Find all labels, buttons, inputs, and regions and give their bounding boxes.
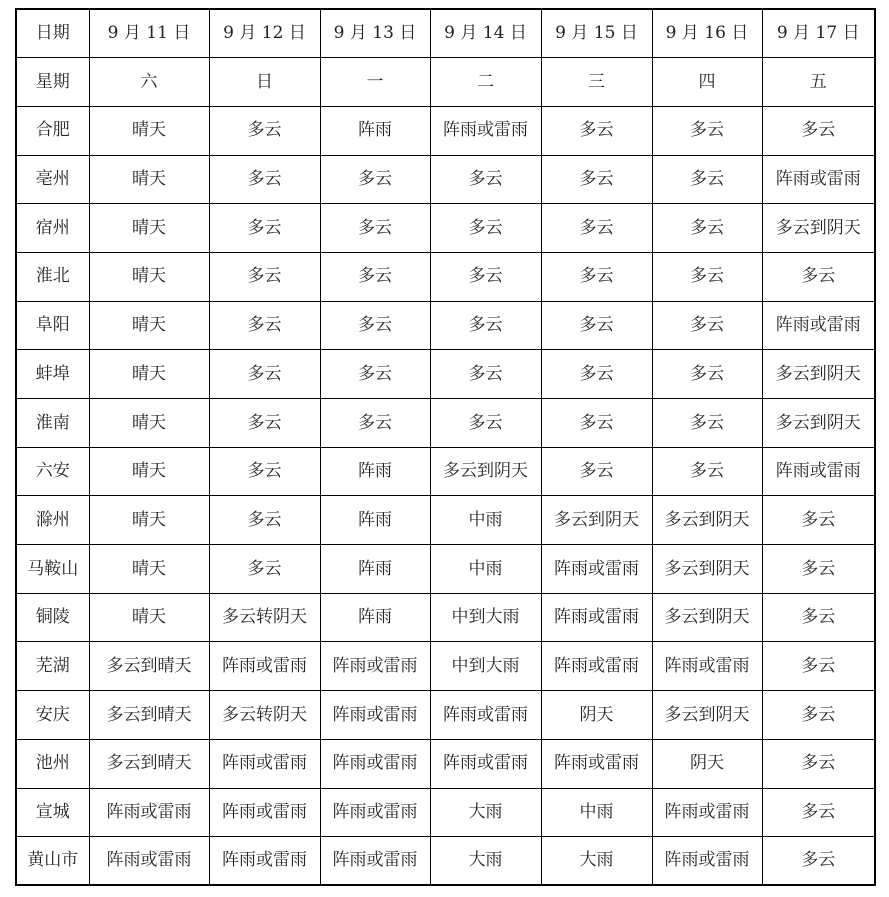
forecast-cell: 多云到阴天 xyxy=(652,593,762,642)
forecast-cell: 阵雨 xyxy=(320,106,430,155)
forecast-cell: 阵雨或雷雨 xyxy=(541,593,652,642)
weekday-cell: 日 xyxy=(209,58,320,107)
weekday-header-row xyxy=(16,58,875,107)
forecast-cell: 阵雨或雷雨 xyxy=(320,691,430,740)
weekday-cell: 二 xyxy=(430,58,541,107)
forecast-cell: 多云 xyxy=(652,155,762,204)
forecast-cell: 晴天 xyxy=(89,106,209,155)
forecast-cell: 多云到晴天 xyxy=(89,739,209,788)
forecast-cell: 阴天 xyxy=(652,739,762,788)
forecast-cell: 多云 xyxy=(320,301,430,350)
date-cell: 9 月 15 日 xyxy=(541,9,652,58)
forecast-cell: 多云 xyxy=(541,252,652,301)
city-name-cell: 黄山市 xyxy=(16,837,89,886)
forecast-cell: 多云 xyxy=(762,837,875,886)
forecast-cell: 阵雨 xyxy=(320,496,430,545)
date-cell: 9 月 13 日 xyxy=(320,9,430,58)
city-row xyxy=(16,496,875,545)
forecast-cell: 阵雨或雷雨 xyxy=(209,837,320,886)
forecast-cell: 阵雨或雷雨 xyxy=(541,642,652,691)
forecast-cell: 中雨 xyxy=(541,788,652,837)
forecast-cell: 多云 xyxy=(762,691,875,740)
forecast-cell: 多云 xyxy=(320,252,430,301)
forecast-cell: 晴天 xyxy=(89,155,209,204)
forecast-cell: 多云到阴天 xyxy=(762,204,875,253)
forecast-cell: 多云 xyxy=(652,350,762,399)
forecast-cell: 多云 xyxy=(430,399,541,448)
forecast-cell: 阵雨或雷雨 xyxy=(209,739,320,788)
forecast-cell: 多云 xyxy=(320,204,430,253)
forecast-cell: 阵雨 xyxy=(320,447,430,496)
forecast-cell: 多云 xyxy=(762,593,875,642)
forecast-cell: 阵雨或雷雨 xyxy=(430,691,541,740)
forecast-cell: 多云 xyxy=(541,204,652,253)
forecast-cell: 多云 xyxy=(430,204,541,253)
date-header-row xyxy=(16,9,875,58)
forecast-cell: 多云转阴天 xyxy=(209,593,320,642)
forecast-cell: 阵雨或雷雨 xyxy=(762,447,875,496)
forecast-cell: 中雨 xyxy=(430,545,541,594)
forecast-cell: 多云 xyxy=(541,301,652,350)
forecast-cell: 多云 xyxy=(541,106,652,155)
forecast-cell: 中到大雨 xyxy=(430,642,541,691)
forecast-cell: 多云 xyxy=(762,788,875,837)
forecast-cell: 多云 xyxy=(652,252,762,301)
forecast-cell: 多云 xyxy=(209,106,320,155)
forecast-cell: 阴天 xyxy=(541,691,652,740)
forecast-cell: 阵雨或雷雨 xyxy=(320,642,430,691)
forecast-cell: 晴天 xyxy=(89,447,209,496)
forecast-cell: 大雨 xyxy=(541,837,652,886)
forecast-cell: 多云转阴天 xyxy=(209,691,320,740)
forecast-cell: 多云到阴天 xyxy=(652,691,762,740)
forecast-cell: 阵雨或雷雨 xyxy=(652,837,762,886)
date-cell: 9 月 12 日 xyxy=(209,9,320,58)
forecast-cell: 多云 xyxy=(209,204,320,253)
forecast-cell: 多云 xyxy=(652,447,762,496)
city-row xyxy=(16,252,875,301)
forecast-cell: 阵雨或雷雨 xyxy=(430,106,541,155)
city-name-cell: 铜陵 xyxy=(16,593,89,642)
forecast-cell: 多云 xyxy=(541,399,652,448)
city-row xyxy=(16,106,875,155)
forecast-cell: 晴天 xyxy=(89,252,209,301)
city-name-cell: 宿州 xyxy=(16,204,89,253)
forecast-table-body xyxy=(16,9,875,885)
city-name-cell: 亳州 xyxy=(16,155,89,204)
forecast-cell: 多云 xyxy=(430,155,541,204)
city-name-cell: 蚌埠 xyxy=(16,350,89,399)
forecast-cell: 多云到晴天 xyxy=(89,642,209,691)
forecast-cell: 多云 xyxy=(762,545,875,594)
city-row xyxy=(16,301,875,350)
forecast-cell: 阵雨或雷雨 xyxy=(209,788,320,837)
forecast-cell: 晴天 xyxy=(89,301,209,350)
forecast-cell: 阵雨或雷雨 xyxy=(320,739,430,788)
forecast-cell: 多云 xyxy=(209,399,320,448)
forecast-cell: 多云 xyxy=(209,350,320,399)
forecast-cell: 阵雨或雷雨 xyxy=(541,545,652,594)
forecast-cell: 晴天 xyxy=(89,593,209,642)
forecast-cell: 多云 xyxy=(762,252,875,301)
city-row xyxy=(16,545,875,594)
forecast-cell: 晴天 xyxy=(89,399,209,448)
forecast-cell: 阵雨或雷雨 xyxy=(430,739,541,788)
city-row xyxy=(16,788,875,837)
forecast-cell: 阵雨 xyxy=(320,545,430,594)
city-name-cell: 滁州 xyxy=(16,496,89,545)
city-row xyxy=(16,350,875,399)
forecast-cell: 阵雨或雷雨 xyxy=(89,788,209,837)
forecast-cell: 多云 xyxy=(541,155,652,204)
forecast-cell: 阵雨或雷雨 xyxy=(652,788,762,837)
forecast-cell: 阵雨或雷雨 xyxy=(762,301,875,350)
forecast-cell: 多云到阴天 xyxy=(652,496,762,545)
city-row xyxy=(16,593,875,642)
forecast-cell: 中到大雨 xyxy=(430,593,541,642)
weekday-cell: 一 xyxy=(320,58,430,107)
city-name-cell: 淮南 xyxy=(16,399,89,448)
forecast-cell: 多云到阴天 xyxy=(430,447,541,496)
city-row xyxy=(16,447,875,496)
date-header-label: 日期 xyxy=(16,9,89,58)
forecast-cell: 阵雨或雷雨 xyxy=(320,788,430,837)
forecast-cell: 中雨 xyxy=(430,496,541,545)
forecast-cell: 多云 xyxy=(209,545,320,594)
forecast-cell: 多云 xyxy=(209,496,320,545)
forecast-cell: 多云 xyxy=(320,155,430,204)
city-name-cell: 芜湖 xyxy=(16,642,89,691)
forecast-cell: 阵雨或雷雨 xyxy=(209,642,320,691)
city-row xyxy=(16,691,875,740)
date-cell: 9 月 17 日 xyxy=(762,9,875,58)
forecast-cell: 阵雨或雷雨 xyxy=(541,739,652,788)
forecast-cell: 多云 xyxy=(762,106,875,155)
forecast-cell: 多云到晴天 xyxy=(89,691,209,740)
forecast-cell: 多云到阴天 xyxy=(652,545,762,594)
weekday-cell: 五 xyxy=(762,58,875,107)
city-name-cell: 合肥 xyxy=(16,106,89,155)
weekday-header-label: 星期 xyxy=(16,58,89,107)
forecast-cell: 多云 xyxy=(541,350,652,399)
city-name-cell: 池州 xyxy=(16,739,89,788)
city-row xyxy=(16,837,875,886)
forecast-cell: 多云 xyxy=(430,350,541,399)
city-row xyxy=(16,155,875,204)
forecast-cell: 晴天 xyxy=(89,204,209,253)
city-row xyxy=(16,399,875,448)
city-name-cell: 马鞍山 xyxy=(16,545,89,594)
weather-forecast-table xyxy=(15,8,876,886)
forecast-cell: 多云 xyxy=(430,252,541,301)
weekday-cell: 六 xyxy=(89,58,209,107)
forecast-cell: 多云 xyxy=(652,301,762,350)
date-cell: 9 月 16 日 xyxy=(652,9,762,58)
forecast-cell: 多云 xyxy=(762,642,875,691)
forecast-cell: 多云 xyxy=(652,204,762,253)
forecast-cell: 多云 xyxy=(652,399,762,448)
forecast-cell: 晴天 xyxy=(89,350,209,399)
forecast-cell: 多云到阴天 xyxy=(762,399,875,448)
date-cell: 9 月 11 日 xyxy=(89,9,209,58)
weekday-cell: 三 xyxy=(541,58,652,107)
date-cell: 9 月 14 日 xyxy=(430,9,541,58)
forecast-cell: 多云 xyxy=(209,155,320,204)
forecast-cell: 阵雨或雷雨 xyxy=(320,837,430,886)
forecast-cell: 多云 xyxy=(320,399,430,448)
city-name-cell: 六安 xyxy=(16,447,89,496)
city-row xyxy=(16,204,875,253)
city-name-cell: 淮北 xyxy=(16,252,89,301)
forecast-cell: 多云 xyxy=(209,252,320,301)
forecast-cell: 阵雨 xyxy=(320,593,430,642)
forecast-cell: 多云 xyxy=(762,739,875,788)
forecast-cell: 多云 xyxy=(430,301,541,350)
forecast-cell: 多云 xyxy=(762,496,875,545)
forecast-cell: 多云 xyxy=(209,301,320,350)
forecast-cell: 晴天 xyxy=(89,545,209,594)
city-name-cell: 安庆 xyxy=(16,691,89,740)
forecast-cell: 多云 xyxy=(209,447,320,496)
weekday-cell: 四 xyxy=(652,58,762,107)
forecast-cell: 多云 xyxy=(320,350,430,399)
forecast-cell: 多云 xyxy=(541,447,652,496)
city-name-cell: 阜阳 xyxy=(16,301,89,350)
city-row xyxy=(16,739,875,788)
city-row xyxy=(16,642,875,691)
forecast-cell: 多云到阴天 xyxy=(762,350,875,399)
city-name-cell: 宣城 xyxy=(16,788,89,837)
forecast-cell: 晴天 xyxy=(89,496,209,545)
forecast-cell: 阵雨或雷雨 xyxy=(652,642,762,691)
forecast-cell: 大雨 xyxy=(430,837,541,886)
forecast-cell: 阵雨或雷雨 xyxy=(762,155,875,204)
forecast-cell: 大雨 xyxy=(430,788,541,837)
forecast-cell: 阵雨或雷雨 xyxy=(89,837,209,886)
forecast-cell: 多云 xyxy=(652,106,762,155)
forecast-cell: 多云到阴天 xyxy=(541,496,652,545)
